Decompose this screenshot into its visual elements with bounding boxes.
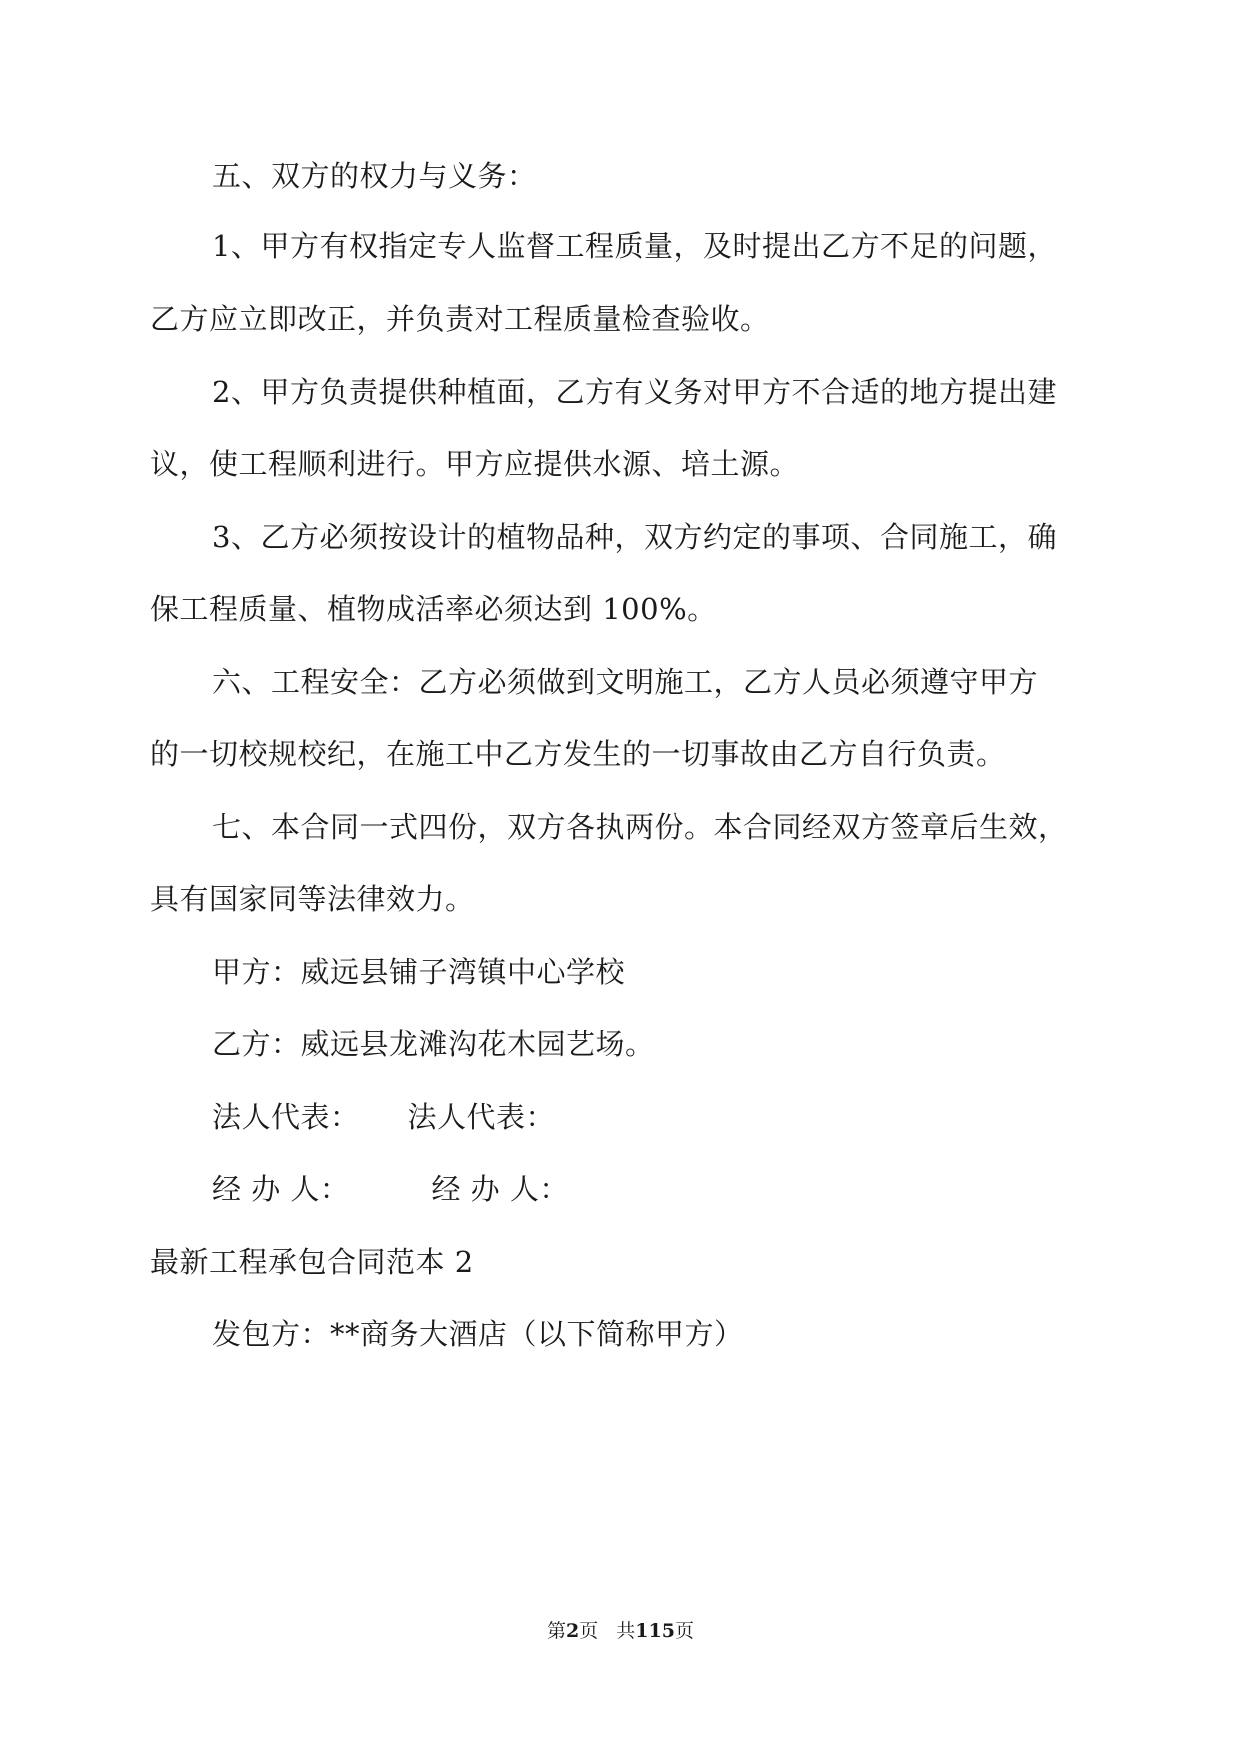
handler-row [212,1169,1152,1209]
paragraph-copies-line-2: 具有国家同等法律效力。 [150,882,475,916]
handler-party-b: 经 办 人： [431,1172,569,1206]
footer-page-prefix: 第 [547,1620,567,1642]
party-b-line: 乙方：威远县龙滩沟花木园艺场。 [212,1027,655,1061]
contractor-line: 发包方：**商务大酒店（以下简称甲方） [212,1317,744,1351]
legal-rep-party-b: 法人代表： [407,1100,556,1134]
paragraph-clause-3-line-1: 3、乙方必须按设计的植物品种，双方约定的事项、合同施工，确 [212,520,1057,554]
legal-rep-party-a: 法人代表： [212,1100,360,1134]
paragraph-rights-heading: 五、双方的权力与义务： [212,159,537,193]
paragraph-clause-1-line-2: 乙方应立即改正，并负责对工程质量检查验收。 [150,302,770,336]
paragraph-copies-line-1: 七、本合同一式四份，双方各执两份。本合同经双方签章后生效， [212,810,1068,844]
paragraph-clause-1-line-1: 1、甲方有权指定专人监督工程质量，及时提出乙方不足的问题， [212,229,1057,263]
paragraph-clause-2-line-2: 议，使工程顺利进行。甲方应提供水源、培土源。 [150,447,800,481]
paragraph-safety-line-2: 的一切校规校纪，在施工中乙方发生的一切事故由乙方自行负责。 [150,737,1006,771]
footer-page-number: 2 [566,1620,580,1642]
footer-total-suffix: 页 [674,1620,694,1642]
paragraph-safety-line-1: 六、工程安全：乙方必须做到文明施工，乙方人员必须遵守甲方 [212,665,1039,699]
legal-representative-row [212,1097,1152,1137]
paragraph-clause-2-line-1: 2、甲方负责提供种植面，乙方有义务对甲方不合适的地方提出建 [212,375,1057,409]
section-title: 最新工程承包合同范本 2 [150,1245,474,1279]
footer-total-pages: 115 [635,1620,675,1642]
handler-party-a: 经 办 人： [212,1172,350,1206]
party-a-line: 甲方：威远县铺子湾镇中心学校 [212,955,626,989]
paragraph-clause-3-line-2: 保工程质量、植物成活率必须达到 100%。 [150,592,717,626]
footer-page-suffix: 页 [579,1620,599,1642]
footer-total-prefix: 共 [616,1620,636,1642]
page-footer [0,1618,1241,1644]
